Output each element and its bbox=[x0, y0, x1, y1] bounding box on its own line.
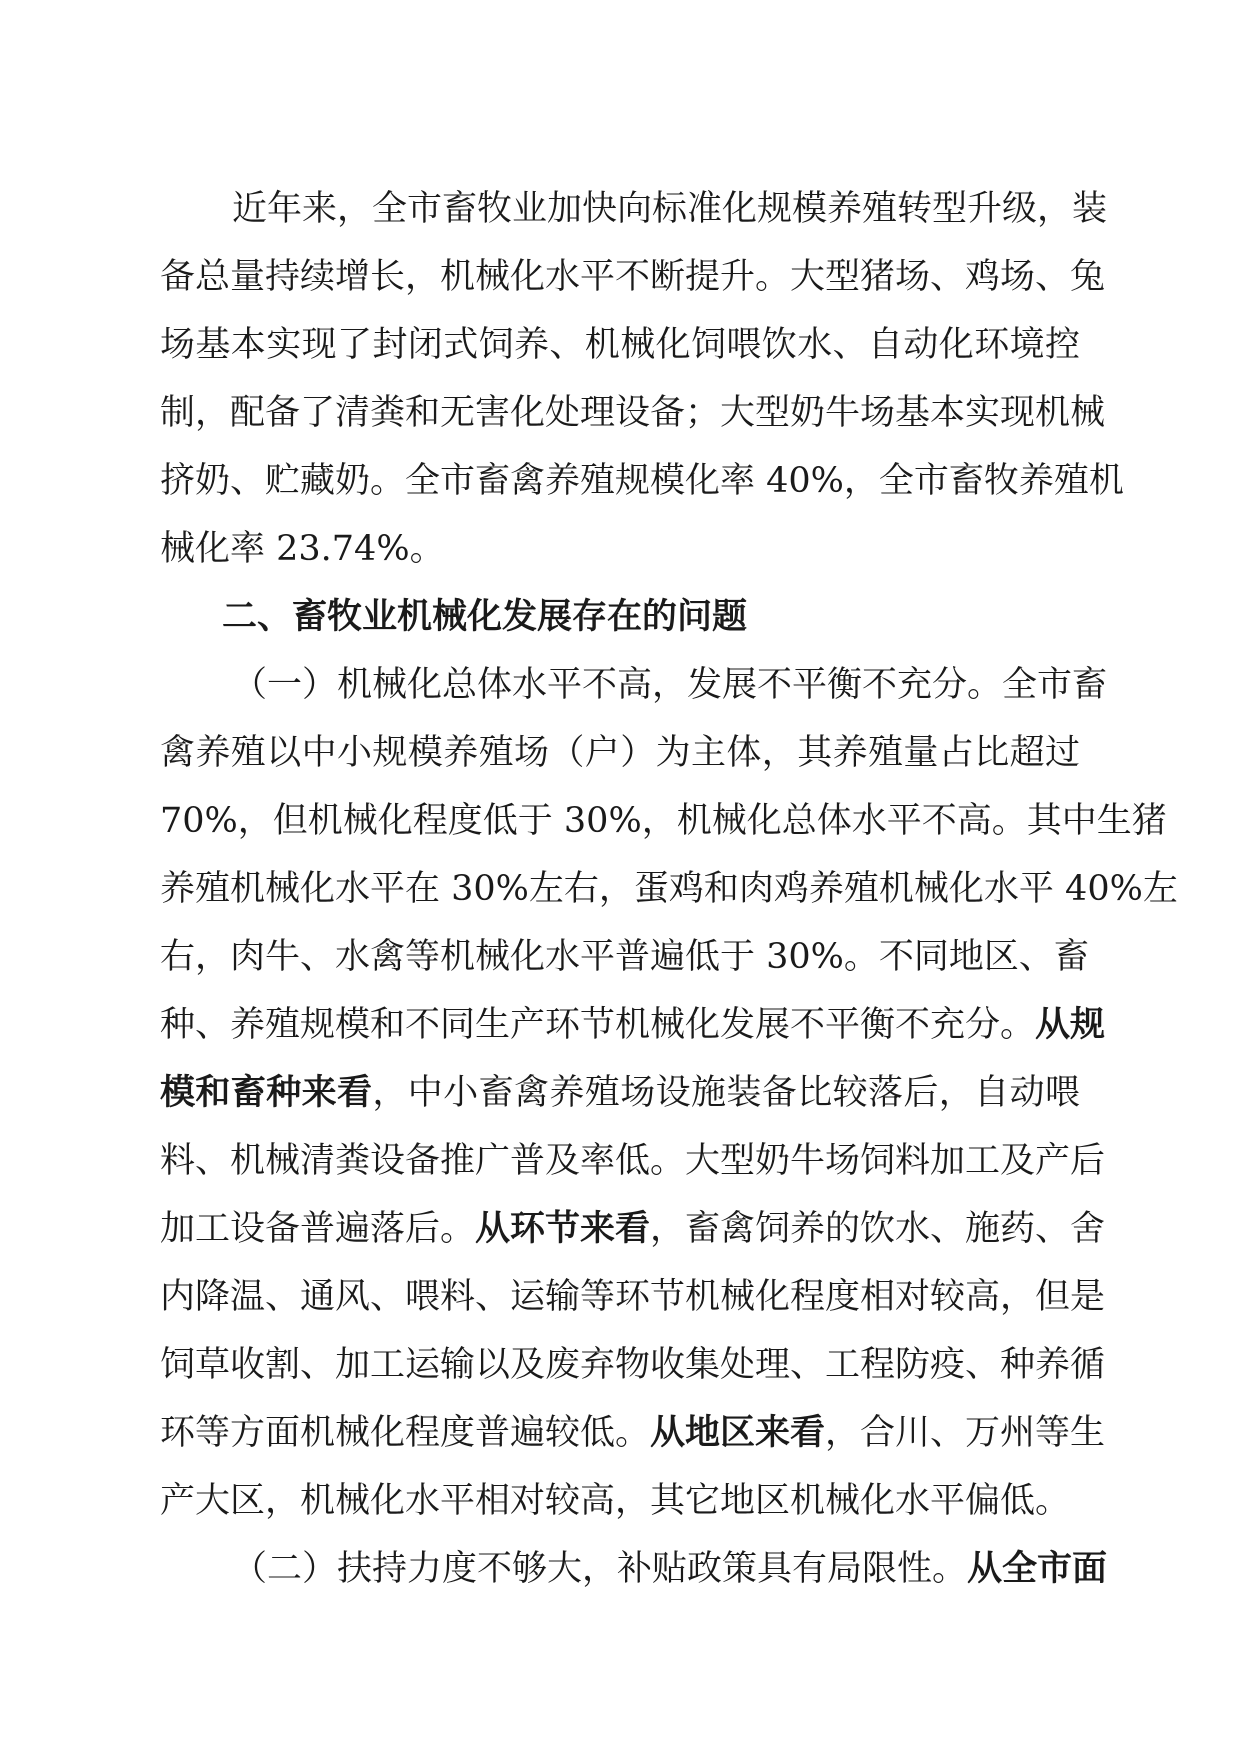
paragraph-line bbox=[160, 1059, 1080, 1127]
bold-text-span: 从地区来看 bbox=[650, 1412, 826, 1453]
paragraph-line: 场基本实现了封闭式饲养、机械化饲喂饮水、自动化环境控 bbox=[160, 325, 1080, 365]
paragraph-line bbox=[160, 1535, 1108, 1603]
bold-text-span: 模和畜种来看 bbox=[160, 1072, 373, 1113]
paragraph-line: 禽养殖以中小规模养殖场（户）为主体，其养殖量占比超过 bbox=[160, 733, 1080, 773]
paragraph-line: （一）机械化总体水平不高，发展不平衡不充分。全市畜 bbox=[232, 665, 1108, 705]
text-span: （二）扶持力度不够大，补贴政策具有局限性。 bbox=[232, 1549, 968, 1589]
paragraph-line: 70%，但机械化程度低于 30%，机械化总体水平不高。其中生猪 bbox=[160, 801, 1167, 841]
text-span: 种、养殖规模和不同生产环节机械化发展不平衡不充分。 bbox=[160, 1005, 1036, 1045]
paragraph-line: 养殖机械化水平在 30%左右，蛋鸡和肉鸡养殖机械化水平 40%左 bbox=[160, 869, 1178, 909]
paragraph-line: 制，配备了清粪和无害化处理设备；大型奶牛场基本实现机械 bbox=[160, 393, 1106, 433]
text-span: 加工设备普遍落后。 bbox=[160, 1209, 476, 1249]
paragraph-line: 饲草收割、加工运输以及废弃物收集处理、工程防疫、种养循 bbox=[160, 1345, 1106, 1385]
paragraph-line: 近年来，全市畜牧业加快向标准化规模养殖转型升级，装 bbox=[232, 189, 1108, 229]
bold-text-span: 从全市面 bbox=[967, 1548, 1108, 1589]
text-span: ，中小畜禽养殖场设施装备比较落后，自动喂 bbox=[372, 1073, 1080, 1113]
section-heading: 二、畜牧业机械化发展存在的问题 bbox=[222, 597, 748, 637]
paragraph-line: 械化率 23.74%。 bbox=[160, 529, 445, 569]
paragraph-line: 右，肉牛、水禽等机械化水平普遍低于 30%。不同地区、畜 bbox=[160, 937, 1089, 977]
text-span: ，合川、万州等生 bbox=[825, 1413, 1106, 1453]
paragraph-line: 挤奶、贮藏奶。全市畜禽养殖规模化率 40%，全市畜牧养殖机 bbox=[160, 461, 1124, 501]
paragraph-line: 料、机械清粪设备推广普及率低。大型奶牛场饲料加工及产后 bbox=[160, 1141, 1106, 1181]
paragraph-line: 内降温、通风、喂料、运输等环节机械化程度相对较高，但是 bbox=[160, 1277, 1106, 1317]
text-span: ，畜禽饲养的饮水、施药、舍 bbox=[650, 1209, 1106, 1249]
paragraph-line bbox=[160, 1195, 1106, 1263]
paragraph-line bbox=[160, 991, 1106, 1059]
paragraph-line: 备总量持续增长，机械化水平不断提升。大型猪场、鸡场、兔 bbox=[160, 257, 1106, 297]
bold-text-span: 从规 bbox=[1035, 1004, 1106, 1045]
paragraph-line: 产大区，机械化水平相对较高，其它地区机械化水平偏低。 bbox=[160, 1481, 1071, 1521]
paragraph-line bbox=[160, 1399, 1106, 1467]
text-span: 环等方面机械化程度普遍较低。 bbox=[160, 1413, 651, 1453]
bold-text-span: 从环节来看 bbox=[475, 1208, 651, 1249]
